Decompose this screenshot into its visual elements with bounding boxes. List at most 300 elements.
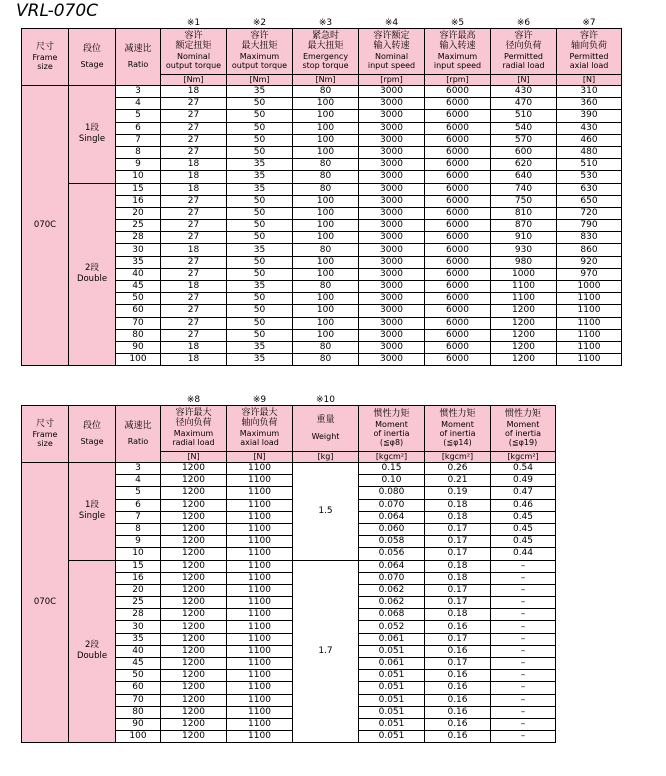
value-cell: 6000 bbox=[425, 159, 491, 171]
ratio-cell: 28 bbox=[116, 232, 161, 244]
value-cell: 1100 bbox=[227, 670, 293, 682]
value-cell: 1200 bbox=[161, 731, 227, 743]
value-cell: 1200 bbox=[491, 329, 557, 341]
ratio-cell: 16 bbox=[116, 572, 161, 584]
value-cell: 1100 bbox=[227, 560, 293, 572]
value-cell: 50 bbox=[227, 195, 293, 207]
value-cell: 50 bbox=[227, 256, 293, 268]
value-cell: 100 bbox=[293, 268, 359, 280]
ratio-cell: 45 bbox=[116, 658, 161, 670]
value-cell: 100 bbox=[293, 329, 359, 341]
value-cell: 1100 bbox=[227, 536, 293, 548]
value-cell: 0.15 bbox=[359, 463, 425, 475]
value-cell: 1200 bbox=[161, 718, 227, 730]
value-cell: 50 bbox=[227, 329, 293, 341]
value-cell: 6000 bbox=[425, 171, 491, 183]
value-cell: 0.10 bbox=[359, 475, 425, 487]
value-cell: 50 bbox=[227, 268, 293, 280]
value-cell: – bbox=[491, 633, 556, 645]
stage-single-cell: 1段 Single bbox=[69, 463, 116, 561]
unit-label: [N] bbox=[557, 75, 622, 86]
value-cell: 50 bbox=[227, 207, 293, 219]
ratio-cell: 20 bbox=[116, 207, 161, 219]
value-cell: – bbox=[491, 658, 556, 670]
value-cell: 18 bbox=[161, 341, 227, 353]
ratio-cell: 60 bbox=[116, 305, 161, 317]
value-cell: 35 bbox=[227, 341, 293, 353]
value-cell: 50 bbox=[227, 293, 293, 305]
value-cell: 1200 bbox=[161, 682, 227, 694]
value-cell: 0.45 bbox=[491, 511, 556, 523]
value-cell: 0.070 bbox=[359, 499, 425, 511]
header-row bbox=[22, 29, 622, 75]
value-cell: 1200 bbox=[161, 511, 227, 523]
value-cell: 0.051 bbox=[359, 682, 425, 694]
stage-double-cell: 2段 Double bbox=[69, 560, 116, 743]
value-cell: 27 bbox=[161, 232, 227, 244]
ratio-cell: 60 bbox=[116, 682, 161, 694]
value-cell: 0.47 bbox=[491, 487, 556, 499]
value-cell: 80 bbox=[293, 86, 359, 98]
value-cell: 35 bbox=[227, 281, 293, 293]
value-cell: – bbox=[491, 706, 556, 718]
value-cell: 3000 bbox=[359, 329, 425, 341]
value-cell: 1200 bbox=[161, 487, 227, 499]
value-cell: 870 bbox=[491, 220, 557, 232]
value-cell: 0.16 bbox=[425, 621, 491, 633]
page-title: VRL-070C bbox=[16, 1, 99, 21]
value-cell: – bbox=[491, 572, 556, 584]
value-cell: 1000 bbox=[491, 268, 557, 280]
value-cell: 1200 bbox=[491, 341, 557, 353]
value-cell: 0.051 bbox=[359, 645, 425, 657]
value-cell: 510 bbox=[557, 159, 622, 171]
value-cell: 18 bbox=[161, 183, 227, 195]
header-permitted-radial-load: 容许 径向负荷 Permitted radial load bbox=[491, 29, 557, 75]
value-cell: 1100 bbox=[557, 354, 622, 366]
value-cell: 0.45 bbox=[491, 536, 556, 548]
value-cell: 830 bbox=[557, 232, 622, 244]
header-stage: 段位 Stage bbox=[69, 29, 116, 86]
value-cell: 3000 bbox=[359, 110, 425, 122]
value-cell: 1100 bbox=[227, 609, 293, 621]
value-cell: 0.17 bbox=[425, 584, 491, 596]
value-cell: 1200 bbox=[161, 548, 227, 560]
value-cell: – bbox=[491, 621, 556, 633]
value-cell: 510 bbox=[491, 110, 557, 122]
value-cell: 50 bbox=[227, 317, 293, 329]
ratio-cell: 45 bbox=[116, 281, 161, 293]
ratio-cell: 40 bbox=[116, 268, 161, 280]
value-cell: 100 bbox=[293, 122, 359, 134]
value-cell: 6000 bbox=[425, 134, 491, 146]
value-cell: 0.18 bbox=[425, 499, 491, 511]
ratio-cell: 10 bbox=[116, 548, 161, 560]
stage-double-cell: 2段 Double bbox=[69, 183, 116, 366]
value-cell: 530 bbox=[557, 171, 622, 183]
ratio-cell: 28 bbox=[116, 609, 161, 621]
value-cell: 6000 bbox=[425, 110, 491, 122]
unit-label: [kgcm²] bbox=[491, 452, 556, 463]
value-cell: 750 bbox=[491, 195, 557, 207]
spec-table-torque bbox=[21, 12, 622, 366]
value-cell: 50 bbox=[227, 220, 293, 232]
value-cell: – bbox=[491, 560, 556, 572]
value-cell: 50 bbox=[227, 122, 293, 134]
ratio-cell: 6 bbox=[116, 499, 161, 511]
value-cell: 6000 bbox=[425, 207, 491, 219]
value-cell: 27 bbox=[161, 146, 227, 158]
ratio-cell: 10 bbox=[116, 171, 161, 183]
value-cell: 6000 bbox=[425, 268, 491, 280]
note-mark: ※3 bbox=[318, 18, 333, 28]
note-mark: ※2 bbox=[252, 18, 267, 28]
value-cell: 1100 bbox=[557, 329, 622, 341]
value-cell: 6000 bbox=[425, 183, 491, 195]
frame-size-cell: 070C bbox=[22, 86, 69, 366]
ratio-cell: 16 bbox=[116, 195, 161, 207]
value-cell: 1200 bbox=[161, 499, 227, 511]
value-cell: 0.061 bbox=[359, 658, 425, 670]
value-cell: 1100 bbox=[227, 523, 293, 535]
unit-label: [rpm] bbox=[425, 75, 491, 86]
value-cell: 0.051 bbox=[359, 718, 425, 730]
value-cell: 6000 bbox=[425, 122, 491, 134]
ratio-cell: 90 bbox=[116, 341, 161, 353]
value-cell: 1100 bbox=[557, 305, 622, 317]
note-mark: ※1 bbox=[186, 18, 201, 28]
value-cell: 310 bbox=[557, 86, 622, 98]
ratio-cell: 80 bbox=[116, 706, 161, 718]
value-cell: 0.18 bbox=[425, 511, 491, 523]
ratio-cell: 100 bbox=[116, 731, 161, 743]
value-cell: 1100 bbox=[227, 645, 293, 657]
value-cell: 1200 bbox=[491, 354, 557, 366]
ratio-cell: 8 bbox=[116, 523, 161, 535]
value-cell: 1100 bbox=[227, 499, 293, 511]
ratio-cell: 30 bbox=[116, 244, 161, 256]
value-cell: 18 bbox=[161, 86, 227, 98]
header-maximum-output-torque: 容许 最大扭矩 Maximum output torque bbox=[227, 29, 293, 75]
weight-double-cell: 1.7 bbox=[293, 560, 359, 743]
ratio-cell: 5 bbox=[116, 110, 161, 122]
value-cell: 0.16 bbox=[425, 706, 491, 718]
ratio-cell: 25 bbox=[116, 597, 161, 609]
value-cell: 18 bbox=[161, 159, 227, 171]
value-cell: 50 bbox=[227, 305, 293, 317]
value-cell: 0.16 bbox=[425, 731, 491, 743]
value-cell: 6000 bbox=[425, 256, 491, 268]
value-cell: 18 bbox=[161, 354, 227, 366]
value-cell: 1200 bbox=[161, 475, 227, 487]
value-cell: 740 bbox=[491, 183, 557, 195]
value-cell: 0.54 bbox=[491, 463, 556, 475]
value-cell: 0.44 bbox=[491, 548, 556, 560]
ratio-cell: 6 bbox=[116, 122, 161, 134]
ratio-cell: 20 bbox=[116, 584, 161, 596]
unit-label: [kg] bbox=[293, 452, 359, 463]
value-cell: 1200 bbox=[161, 572, 227, 584]
value-cell: 6000 bbox=[425, 281, 491, 293]
value-cell: 1100 bbox=[227, 658, 293, 670]
value-cell: 0.068 bbox=[359, 609, 425, 621]
value-cell: 540 bbox=[491, 122, 557, 134]
value-cell: 1200 bbox=[161, 560, 227, 572]
value-cell: 3000 bbox=[359, 305, 425, 317]
value-cell: 3000 bbox=[359, 207, 425, 219]
ratio-cell: 7 bbox=[116, 134, 161, 146]
value-cell: 1100 bbox=[557, 293, 622, 305]
header-nominal-output-torque: 容许 额定扭矩 Nominal output torque bbox=[161, 29, 227, 75]
value-cell: 930 bbox=[491, 244, 557, 256]
value-cell: 1100 bbox=[227, 511, 293, 523]
value-cell: 100 bbox=[293, 220, 359, 232]
value-cell: 100 bbox=[293, 98, 359, 110]
value-cell: 18 bbox=[161, 171, 227, 183]
value-cell: 0.051 bbox=[359, 731, 425, 743]
value-cell: 27 bbox=[161, 220, 227, 232]
ratio-cell: 8 bbox=[116, 146, 161, 158]
value-cell: 1100 bbox=[227, 682, 293, 694]
value-cell: 1200 bbox=[161, 609, 227, 621]
header-nominal-input-speed: 容许额定 输入转速 Nominal input speed bbox=[359, 29, 425, 75]
value-cell: 100 bbox=[293, 317, 359, 329]
value-cell: 3000 bbox=[359, 146, 425, 158]
ratio-cell: 4 bbox=[116, 98, 161, 110]
ratio-cell: 3 bbox=[116, 86, 161, 98]
header-maximum-input-speed: 容许最高 输入转速 Maximum input speed bbox=[425, 29, 491, 75]
value-cell: 0.16 bbox=[425, 645, 491, 657]
value-cell: 100 bbox=[293, 134, 359, 146]
value-cell: 0.058 bbox=[359, 536, 425, 548]
ratio-cell: 50 bbox=[116, 293, 161, 305]
table-row bbox=[22, 463, 556, 475]
value-cell: 430 bbox=[557, 122, 622, 134]
value-cell: 1100 bbox=[227, 487, 293, 499]
value-cell: 1200 bbox=[161, 694, 227, 706]
value-cell: 1100 bbox=[227, 584, 293, 596]
value-cell: 3000 bbox=[359, 171, 425, 183]
header-moment-of-inertia-19: 惯性力矩 Moment of inertia (≦φ19) bbox=[491, 406, 556, 452]
note-mark: ※4 bbox=[384, 18, 399, 28]
header-stage: 段位 Stage bbox=[69, 406, 116, 463]
note-mark: ※5 bbox=[450, 18, 465, 28]
ratio-cell: 80 bbox=[116, 329, 161, 341]
value-cell: 980 bbox=[491, 256, 557, 268]
ratio-cell: 70 bbox=[116, 317, 161, 329]
value-cell: 0.16 bbox=[425, 694, 491, 706]
value-cell: 27 bbox=[161, 122, 227, 134]
value-cell: – bbox=[491, 584, 556, 596]
unit-label: [N] bbox=[161, 452, 227, 463]
value-cell: 0.17 bbox=[425, 548, 491, 560]
value-cell: – bbox=[491, 718, 556, 730]
value-cell: 27 bbox=[161, 305, 227, 317]
note-mark: ※9 bbox=[252, 395, 267, 405]
value-cell: 1200 bbox=[491, 305, 557, 317]
value-cell: 810 bbox=[491, 207, 557, 219]
value-cell: 1100 bbox=[227, 718, 293, 730]
note-row bbox=[22, 12, 622, 29]
value-cell: 27 bbox=[161, 329, 227, 341]
value-cell: 460 bbox=[557, 134, 622, 146]
value-cell: 360 bbox=[557, 98, 622, 110]
value-cell: 100 bbox=[293, 195, 359, 207]
value-cell: 100 bbox=[293, 293, 359, 305]
value-cell: – bbox=[491, 670, 556, 682]
value-cell: 3000 bbox=[359, 244, 425, 256]
value-cell: 50 bbox=[227, 146, 293, 158]
header-row bbox=[22, 406, 556, 452]
value-cell: 27 bbox=[161, 110, 227, 122]
value-cell: 0.26 bbox=[425, 463, 491, 475]
value-cell: 3000 bbox=[359, 354, 425, 366]
value-cell: 3000 bbox=[359, 293, 425, 305]
value-cell: 0.17 bbox=[425, 536, 491, 548]
ratio-cell: 100 bbox=[116, 354, 161, 366]
value-cell: 1100 bbox=[227, 572, 293, 584]
value-cell: 27 bbox=[161, 317, 227, 329]
value-cell: 35 bbox=[227, 159, 293, 171]
value-cell: 1200 bbox=[161, 523, 227, 535]
note-mark: ※7 bbox=[582, 18, 596, 28]
value-cell: 35 bbox=[227, 183, 293, 195]
value-cell: 430 bbox=[491, 86, 557, 98]
value-cell: 35 bbox=[227, 86, 293, 98]
value-cell: 1200 bbox=[161, 597, 227, 609]
value-cell: 6000 bbox=[425, 86, 491, 98]
value-cell: 0.46 bbox=[491, 499, 556, 511]
header-emergency-stop-torque: 紧急时 最大扭矩 Emergency stop torque bbox=[293, 29, 359, 75]
unit-label: [kgcm²] bbox=[425, 452, 491, 463]
ratio-cell: 70 bbox=[116, 694, 161, 706]
value-cell: 3000 bbox=[359, 159, 425, 171]
value-cell: 640 bbox=[491, 171, 557, 183]
value-cell: 18 bbox=[161, 281, 227, 293]
value-cell: 3000 bbox=[359, 232, 425, 244]
ratio-cell: 25 bbox=[116, 220, 161, 232]
value-cell: 6000 bbox=[425, 305, 491, 317]
table-row bbox=[22, 183, 622, 195]
value-cell: 1100 bbox=[227, 548, 293, 560]
value-cell: 3000 bbox=[359, 268, 425, 280]
value-cell: 100 bbox=[293, 305, 359, 317]
ratio-cell: 15 bbox=[116, 183, 161, 195]
value-cell: 480 bbox=[557, 146, 622, 158]
value-cell: 1100 bbox=[227, 694, 293, 706]
ratio-cell: 35 bbox=[116, 256, 161, 268]
value-cell: 3000 bbox=[359, 341, 425, 353]
value-cell: 600 bbox=[491, 146, 557, 158]
value-cell: 3000 bbox=[359, 183, 425, 195]
header-maximum-radial-load: 容许最大 径向负荷 Maximum radial load bbox=[161, 406, 227, 452]
value-cell: 27 bbox=[161, 207, 227, 219]
value-cell: 1100 bbox=[491, 281, 557, 293]
value-cell: 620 bbox=[491, 159, 557, 171]
value-cell: 6000 bbox=[425, 195, 491, 207]
value-cell: 650 bbox=[557, 195, 622, 207]
value-cell: 80 bbox=[293, 341, 359, 353]
header-moment-of-inertia-14: 惯性力矩 Moment of inertia (≦φ14) bbox=[425, 406, 491, 452]
value-cell: – bbox=[491, 682, 556, 694]
value-cell: 0.49 bbox=[491, 475, 556, 487]
ratio-cell: 30 bbox=[116, 621, 161, 633]
value-cell: 0.18 bbox=[425, 609, 491, 621]
value-cell: 100 bbox=[293, 110, 359, 122]
unit-label: [Nm] bbox=[227, 75, 293, 86]
header-maximum-axial-load: 容许最大 轴向负荷 Maximum axial load bbox=[227, 406, 293, 452]
unit-label: [N] bbox=[227, 452, 293, 463]
unit-label: [N] bbox=[491, 75, 557, 86]
value-cell: – bbox=[491, 694, 556, 706]
header-permitted-axial-load: 容许 轴向负荷 Permitted axial load bbox=[557, 29, 622, 75]
value-cell: 0.064 bbox=[359, 511, 425, 523]
value-cell: 3000 bbox=[359, 281, 425, 293]
ratio-cell: 5 bbox=[116, 487, 161, 499]
value-cell: 6000 bbox=[425, 98, 491, 110]
ratio-cell: 15 bbox=[116, 560, 161, 572]
header-weight: 重量 Weight bbox=[293, 406, 359, 452]
value-cell: 0.21 bbox=[425, 475, 491, 487]
value-cell: 80 bbox=[293, 244, 359, 256]
unit-label: [kgcm²] bbox=[359, 452, 425, 463]
value-cell: 0.051 bbox=[359, 670, 425, 682]
value-cell: 35 bbox=[227, 171, 293, 183]
value-cell: 18 bbox=[161, 244, 227, 256]
value-cell: 0.064 bbox=[359, 560, 425, 572]
value-cell: 1200 bbox=[161, 584, 227, 596]
value-cell: 970 bbox=[557, 268, 622, 280]
value-cell: – bbox=[491, 609, 556, 621]
value-cell: 50 bbox=[227, 110, 293, 122]
value-cell: 0.17 bbox=[425, 658, 491, 670]
header-ratio: 减速比 Ratio bbox=[116, 29, 161, 86]
value-cell: 6000 bbox=[425, 244, 491, 256]
value-cell: 3000 bbox=[359, 86, 425, 98]
value-cell: 0.056 bbox=[359, 548, 425, 560]
value-cell: 0.18 bbox=[425, 572, 491, 584]
value-cell: – bbox=[491, 597, 556, 609]
value-cell: 860 bbox=[557, 244, 622, 256]
table-row bbox=[22, 86, 622, 98]
value-cell: 0.17 bbox=[425, 633, 491, 645]
value-cell: 0.17 bbox=[425, 597, 491, 609]
value-cell: 1200 bbox=[491, 317, 557, 329]
ratio-cell: 3 bbox=[116, 463, 161, 475]
value-cell: 790 bbox=[557, 220, 622, 232]
value-cell: 35 bbox=[227, 354, 293, 366]
value-cell: 50 bbox=[227, 98, 293, 110]
value-cell: 0.45 bbox=[491, 523, 556, 535]
value-cell: 3000 bbox=[359, 317, 425, 329]
value-cell: 630 bbox=[557, 183, 622, 195]
value-cell: 27 bbox=[161, 256, 227, 268]
unit-label: [rpm] bbox=[359, 75, 425, 86]
value-cell: 390 bbox=[557, 110, 622, 122]
ratio-cell: 40 bbox=[116, 645, 161, 657]
value-cell: 1100 bbox=[557, 341, 622, 353]
value-cell: 0.19 bbox=[425, 487, 491, 499]
value-cell: 1100 bbox=[491, 293, 557, 305]
value-cell: 80 bbox=[293, 159, 359, 171]
value-cell: 0.051 bbox=[359, 694, 425, 706]
value-cell: 3000 bbox=[359, 195, 425, 207]
value-cell: 910 bbox=[491, 232, 557, 244]
header-ratio: 减速比 Ratio bbox=[116, 406, 161, 463]
value-cell: 1200 bbox=[161, 633, 227, 645]
value-cell: 1200 bbox=[161, 658, 227, 670]
ratio-cell: 90 bbox=[116, 718, 161, 730]
